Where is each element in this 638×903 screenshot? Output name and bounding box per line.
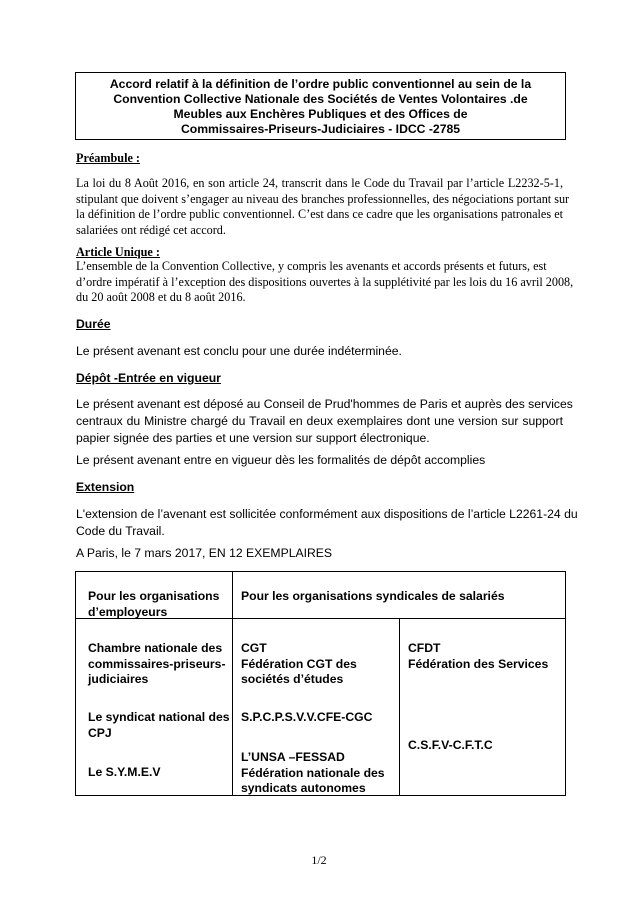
extension-paragraph xyxy=(76,506,578,540)
signatory-line: sociétés d’études xyxy=(241,672,344,686)
text-line: L’ensemble de la Convention Collective, y compris les avenants et accords présents et futurs, est xyxy=(76,259,547,273)
header-line: Pour les organisations xyxy=(88,589,220,603)
text-line: Le présent avenant est conclu pour une durée indéterminée. xyxy=(76,344,402,358)
text-line: salariées ont rédigé cet accord. xyxy=(76,222,226,237)
signatory-line: Fédération des Services xyxy=(408,656,549,671)
duree-heading: Durée xyxy=(76,317,111,331)
signatory-union xyxy=(408,641,548,672)
signatory-employer xyxy=(88,710,230,741)
extension-heading: Extension xyxy=(76,480,135,494)
title-line: Accord relatif à la définition de l’ordre public conventionnel au sein de la xyxy=(109,77,532,91)
signatory-line: L’UNSA –FESSAD xyxy=(241,750,345,764)
place-date xyxy=(76,545,563,562)
signatory-union xyxy=(241,641,357,688)
signature-table xyxy=(75,571,566,796)
text-line: stipulant que doivent s’engager au niveau des branches professionnelles, des négociations portant sur xyxy=(76,191,570,206)
article-unique-paragraph xyxy=(76,259,574,306)
text-line: centraux du Ministre chargé du Travail en deux exemplaires dont une version sur support xyxy=(76,414,563,428)
signatory-union xyxy=(241,710,372,726)
text-line: La loi du 8 Août 2016, en son article 24, transcrit dans le Code du Travail par l’article L2232-5-1, xyxy=(76,176,563,190)
signatory-line: Fédération nationale des xyxy=(241,765,385,780)
signatory-line: C.S.F.V-C.F.T.C xyxy=(408,738,493,752)
text-line: papier signée des parties et une version sur support électronique. xyxy=(76,431,430,445)
signatory-employer xyxy=(88,641,226,688)
text-line: Le présent avenant est déposé au Conseil de Prud'hommes de Paris et auprès des services xyxy=(76,397,573,411)
signatory-line: CGT xyxy=(241,641,267,655)
signatory-union xyxy=(241,750,385,797)
text-line: A Paris, le 7 mars 2017, EN 12 EXEMPLAIRES xyxy=(76,546,333,560)
preambule-paragraph xyxy=(76,176,570,238)
signatory-line: commissaires-priseurs- xyxy=(88,656,226,671)
text-line: Le présent avenant entre en vigueur dès les formalités de dépôt accomplies xyxy=(76,453,486,467)
signatory-union xyxy=(408,738,493,754)
signatory-line: judiciaires xyxy=(88,672,149,686)
signatory-line: CPJ xyxy=(88,725,112,740)
text-line: L'extension de l’avenant est sollicitée conformément aux dispositions de l’article L2261-24 du xyxy=(76,507,578,521)
signatory-line: S.P.C.P.S.V.V.CFE-CGC xyxy=(241,710,373,724)
header-employers xyxy=(88,589,219,620)
text-line: d’ordre impératif à l’exception des dispositions ouvertes à la supplétivité par les lois du 16 avril 2008, xyxy=(76,274,574,289)
title-line: Convention Collective Nationale des Sociétés de Ventes Volontaires .de xyxy=(113,92,528,106)
signatory-line: Le S.Y.M.E.V xyxy=(88,765,161,779)
header-unions: Pour les organisations syndicales de salariés xyxy=(241,589,505,603)
text-line: Code du Travail. xyxy=(76,524,165,538)
signatory-line: syndicats autonomes xyxy=(241,781,366,795)
signatory-line: Chambre nationale des xyxy=(88,641,223,655)
article-unique-heading: Article Unique : xyxy=(76,245,160,259)
table-divider xyxy=(232,572,233,795)
table-divider xyxy=(399,618,400,795)
depot-paragraph xyxy=(76,396,573,447)
text-line: la définition de l’ordre public conventionnel. C’est dans ce cadre que les organisations patronales et xyxy=(76,207,563,221)
duree-paragraph xyxy=(76,343,563,360)
page-number: 1/2 xyxy=(311,853,327,867)
depot-paragraph-2 xyxy=(76,452,563,469)
depot-heading: Dépôt -Entrée en vigueur xyxy=(76,371,221,385)
signatory-line: Le syndicat national des xyxy=(88,710,230,724)
signatory-line: Fédération CGT des xyxy=(241,656,357,671)
signatory-employer xyxy=(88,765,160,781)
title-line: Meubles aux Enchères Publiques et des Offices de xyxy=(173,107,468,121)
header-line: d’employeurs xyxy=(88,604,168,619)
document-title-box xyxy=(75,72,566,140)
preambule-heading: Préambule : xyxy=(76,151,140,165)
signatory-line: CFDT xyxy=(408,641,441,655)
text-line: du 20 août 2008 et du 8 août 2016. xyxy=(76,290,246,304)
title-line: Commissaires-Priseurs-Judiciaires - IDCC -2785 xyxy=(180,122,461,136)
